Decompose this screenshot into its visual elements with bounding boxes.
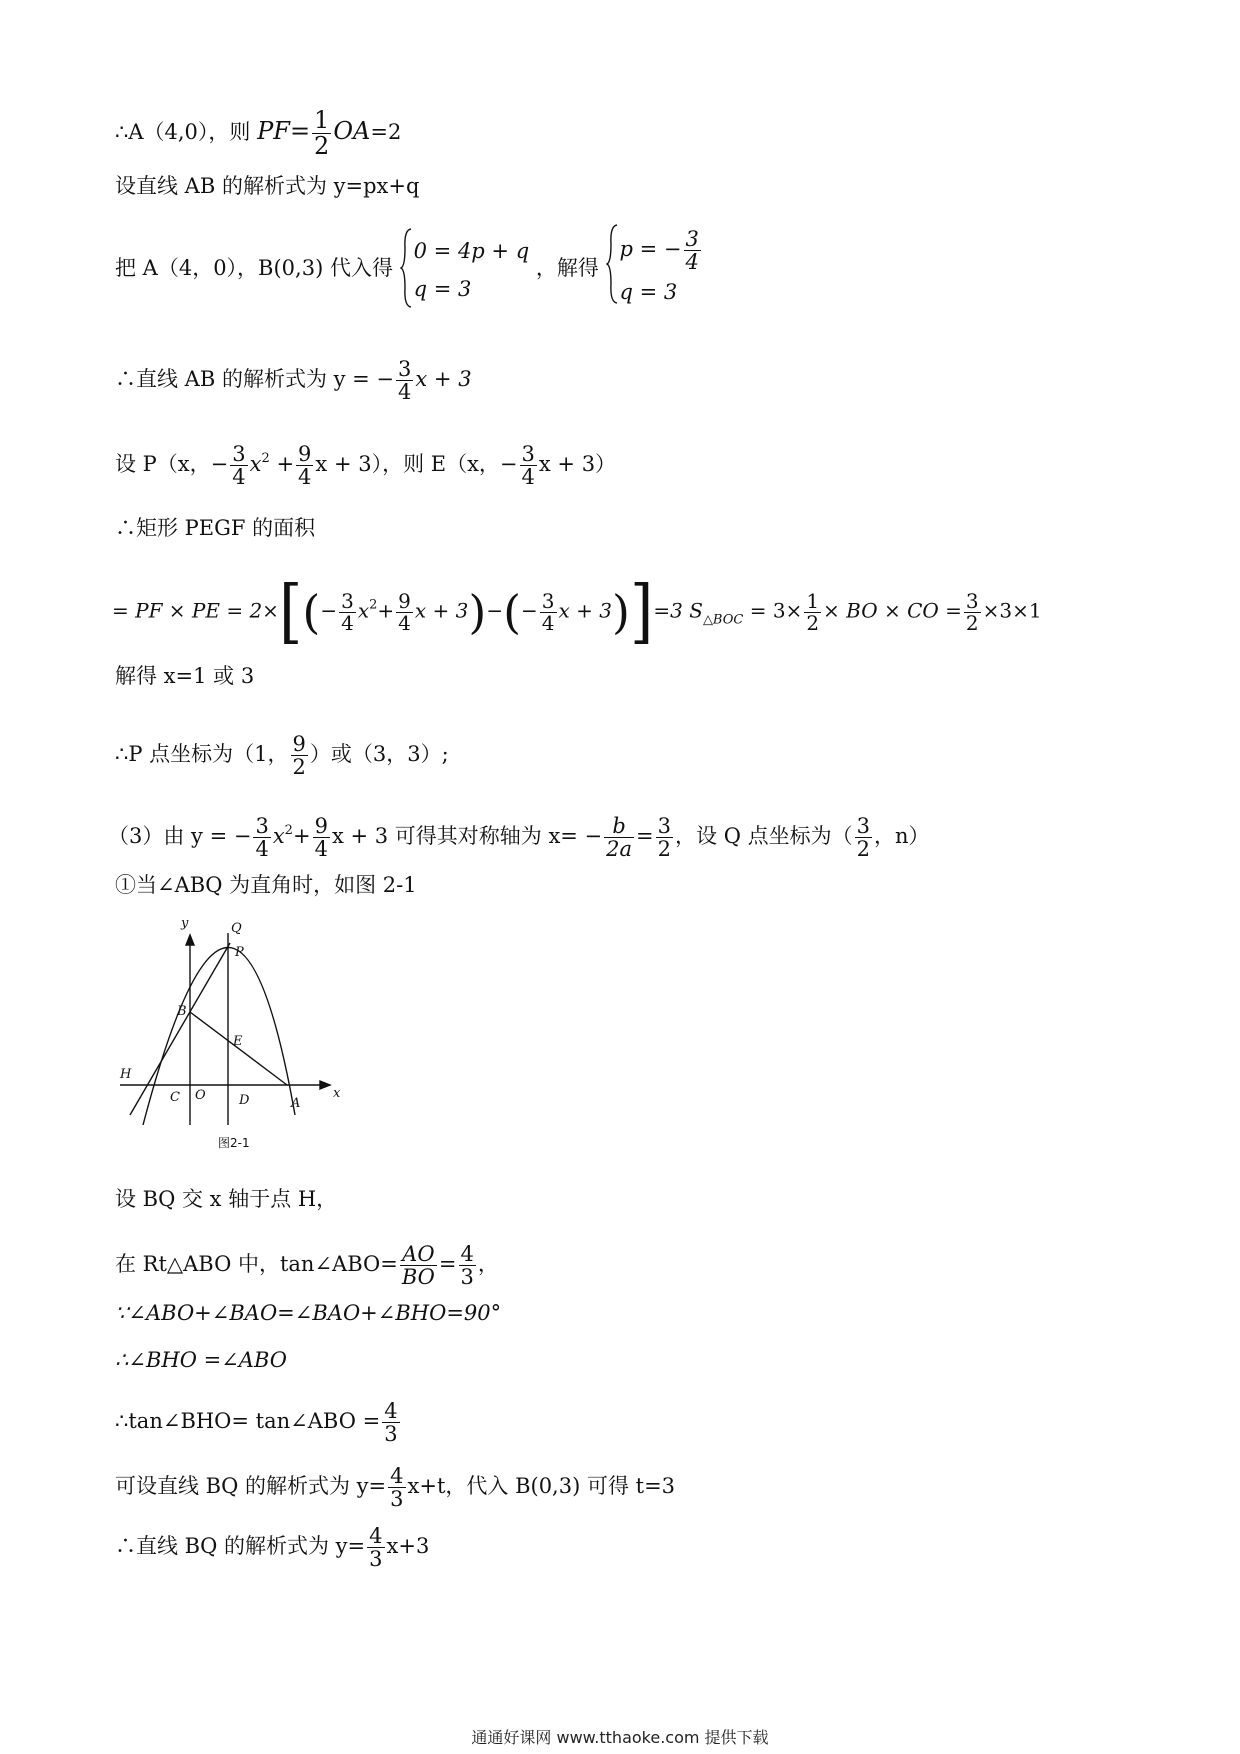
label-c: C (170, 1090, 180, 1105)
label-d: D (239, 1093, 250, 1108)
figure-2-1 (115, 915, 355, 1150)
equation-system-1: 0 = 4p + q q = 3 (400, 232, 530, 308)
parabola (143, 947, 295, 1125)
label-p: P (235, 945, 244, 960)
page-footer: 通通好课网 www.tthaoke.com 提供下载 (471, 1728, 769, 1747)
line-system-solve: 把 A（4，0），B(0,3) 代入得 0 = 4p + q q = 3 ，解得 p = − $\frac{3}{4}$ q = 3 (115, 228, 703, 311)
line-ab-result: ∴直线 AB 的解析式为 y = − $\frac{3}{4}$ x + 3 (115, 357, 472, 405)
label-x: x (333, 1086, 341, 1101)
label-a: A (291, 1096, 301, 1111)
line-solve-x: 解得 x=1 或 3 (115, 664, 255, 688)
line-bq-setup: 可设直线 BQ 的解析式为 y= $\frac{4}{3}$ x+t，代入 B(0,3) 可得 t=3 (115, 1464, 676, 1512)
line-bq (130, 943, 230, 1115)
line-bq-result: ∴直线 BQ 的解析式为 y= $\frac{4}{3}$ x+3 (115, 1524, 430, 1572)
label-h: H (120, 1067, 132, 1082)
line-rect-area: ∴矩形 PEGF 的面积 (115, 516, 316, 540)
label-b: B (177, 1004, 187, 1019)
y-axis-arrow (186, 935, 194, 945)
line-pf-value: ∴A（4,0），则 PF= $\frac{1}{2}$ OA=2 (115, 106, 402, 161)
line-axis-symmetry: （3）由 y = − $\frac{3}{4}$ $x^2+$ $\frac{9}{4}$ x + 3 可得其对称轴为 x= − $\frac{b}{2a}$ = $\frac{3}{2}$ ，设 Q 点坐标为（ $\frac{3}{2}$ ，n） (108, 814, 930, 862)
line-p-coords: ∴P 点坐标为（1， $\frac{9}{2}$ ）或（3，3）; (115, 732, 449, 780)
line-bq-intersect: 设 BQ 交 x 轴于点 H， (115, 1187, 338, 1211)
label-y: y (181, 916, 189, 931)
label-o: O (195, 1088, 206, 1103)
line-tan-abo: 在 Rt△ABO 中，tan∠ABO= $\frac{AO}{BO}$ = $\frac{4}{3}$ ， (115, 1242, 499, 1290)
line-angle-equal: ∴∠BHO =∠ABO (115, 1348, 287, 1372)
line-ab-setup: 设直线 AB 的解析式为 y=px+q (115, 174, 420, 198)
line-area-equation: = PF × PE = 2×[(− $\frac{3}{4}$ $x^2+$ $\frac{9}{4}$ x + 3)−(− $\frac{3}{4}$ x + 3)]=3 $S_{\triangle BOC} = 3\times$ $\frac{1}{2}$ × BO × CO = $\frac{3}{2}$ ×3×1 (112, 571, 1042, 653)
equation-system-2: p = − $\frac{3}{4}$ q = 3 (606, 228, 703, 311)
label-e: E (233, 1034, 243, 1049)
line-angle-sum: ∵∠ABO+∠BAO=∠BAO+∠BHO=90° (115, 1301, 502, 1325)
line-p-e-coords: 设 P（x，− $\frac{3}{4}$ $x^2$ + $\frac{9}{4}$ x + 3），则 E（x，− $\frac{3}{4}$ x + 3） (115, 442, 617, 490)
figure-caption: 图2-1 (218, 1136, 250, 1150)
label-q: Q (231, 921, 242, 936)
line-case-right-angle: ①当∠ABQ 为直角时，如图 2-1 (115, 873, 417, 897)
line-tan-bho: ∴tan∠BHO= tan∠ABO = $\frac{4}{3}$ (115, 1399, 398, 1447)
x-axis-arrow (320, 1081, 330, 1089)
